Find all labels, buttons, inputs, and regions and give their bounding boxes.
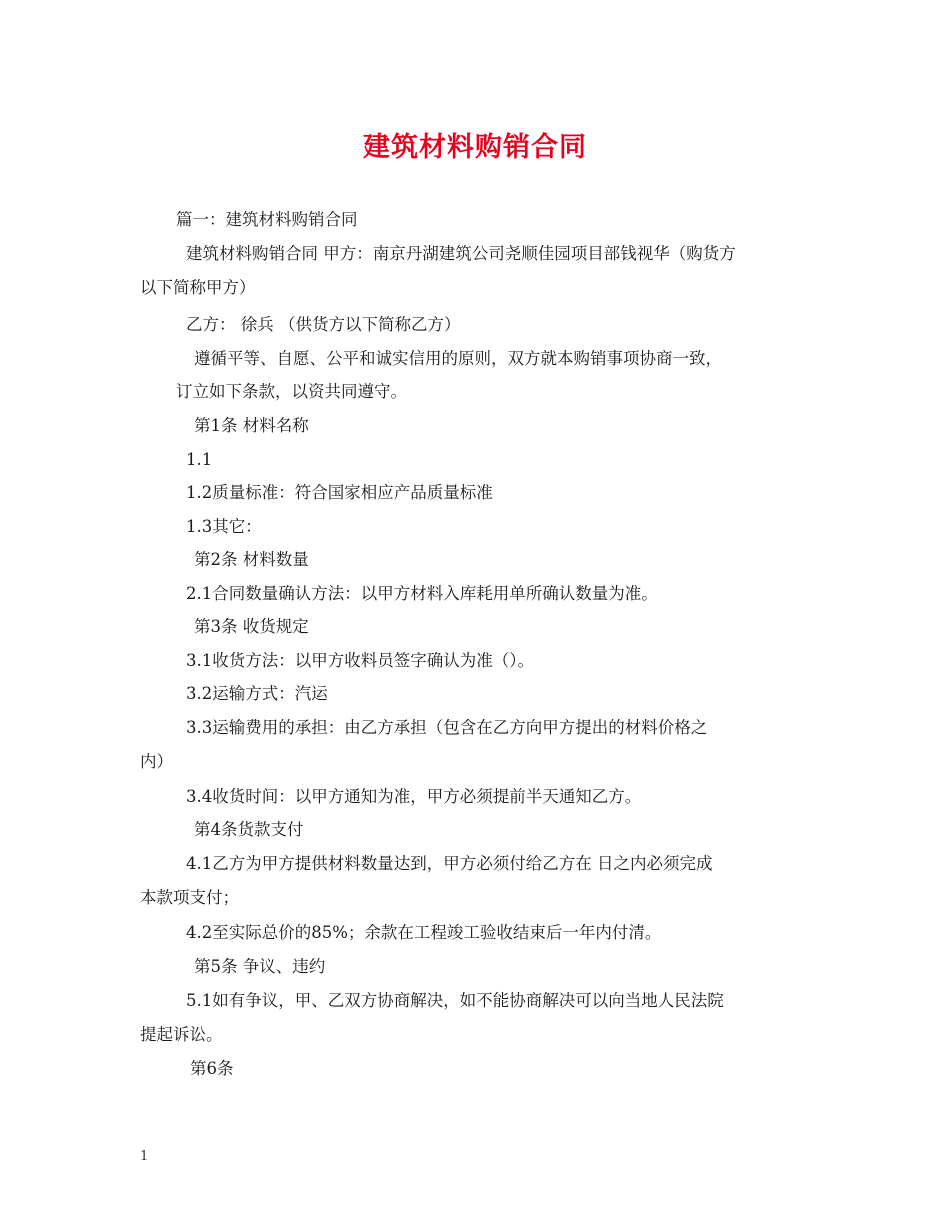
clause-line: 4.2至实际总价的85%；余款在工程竣工验收结束后一年内付清。 bbox=[186, 923, 662, 942]
article-heading: 第2条 材料数量 bbox=[194, 550, 309, 569]
clause-line: 3.2运输方式：汽运 bbox=[186, 684, 328, 703]
clause-line: 3.3运输费用的承担：由乙方承担（包含在乙方向甲方提出的材料价格之 bbox=[186, 718, 708, 737]
clause-line: 本款项支付； bbox=[140, 888, 239, 907]
paragraph-line: 以下简称甲方） bbox=[140, 278, 256, 297]
clause-line: 4.1乙方为甲方提供材料数量达到，甲方必须付给乙方在 日之内必须完成 bbox=[186, 854, 713, 873]
article-heading: 第6条 bbox=[190, 1059, 234, 1078]
paragraph-line: 建筑材料购销合同 甲方：南京丹湖建筑公司尧顺佳园项目部钱视华（购货方 bbox=[186, 244, 736, 263]
section-heading: 篇一：建筑材料购销合同 bbox=[176, 210, 358, 229]
clause-line: 1.1 bbox=[186, 450, 213, 469]
clause-line: 3.1收货方法：以甲方收料员签字确认为准（）。 bbox=[186, 651, 534, 670]
article-heading: 第4条货款支付 bbox=[194, 820, 304, 839]
clause-line: 内） bbox=[140, 752, 173, 771]
paragraph-line: 订立如下条款，以资共同遵守。 bbox=[176, 382, 407, 401]
clause-line: 5.1如有争议，甲、乙双方协商解决，如不能协商解决可以向当地人民法院 bbox=[186, 991, 724, 1010]
article-heading: 第3条 收货规定 bbox=[194, 617, 309, 636]
clause-line: 2.1合同数量确认方法：以甲方材料入库耗用单所确认数量为准。 bbox=[186, 584, 658, 603]
page-number: 1 bbox=[140, 1149, 149, 1164]
article-heading: 第5条 争议、违约 bbox=[194, 957, 326, 976]
clause-line: 3.4收货时间：以甲方通知为准，甲方必须提前半天通知乙方。 bbox=[186, 787, 642, 806]
paragraph-line: 遵循平等、自愿、公平和诚实信用的原则，双方就本购销事项协商一致， bbox=[194, 349, 722, 368]
article-heading: 第1条 材料名称 bbox=[194, 416, 309, 435]
clause-line: 1.2质量标准：符合国家相应产品质量标准 bbox=[186, 483, 493, 502]
clause-line: 1.3其它： bbox=[186, 517, 262, 536]
clause-line: 提起诉讼。 bbox=[140, 1025, 223, 1044]
paragraph-line: 乙方： 徐兵 （供货方以下简称乙方） bbox=[186, 315, 461, 334]
page-title: 建筑材料购销合同 bbox=[363, 132, 587, 163]
